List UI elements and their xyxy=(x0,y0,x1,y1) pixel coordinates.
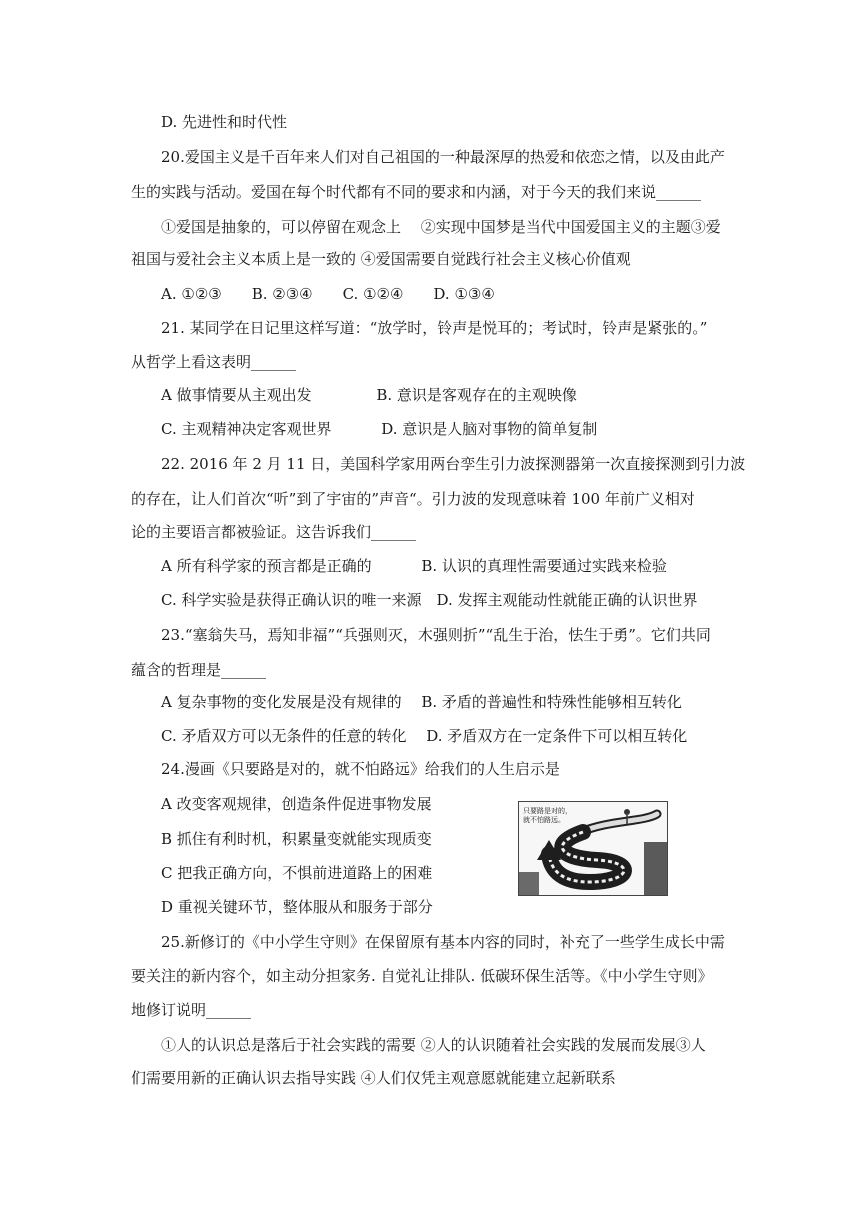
q22-stem-line2: 的存在，让人们首次“听”到了宇宙的”声音“。引力波的发现意味着 100 年前广义相对 xyxy=(131,490,695,508)
q22-stem-line1: 22. 2016 年 2 月 11 日，美国科学家用两台孪生引力波探测器第一次直接探测到引力波 xyxy=(161,455,746,473)
q23-options-cd: C. 矛盾双方可以无条件的任意的转化 D. 矛盾双方在一定条件下可以相互转化 xyxy=(161,727,688,745)
q20-stem-line1: 20.爱国主义是千百年来人们对自己祖国的一种最深厚的热爱和依恋之情，以及由此产 xyxy=(161,148,725,166)
q20-items-line1: ①爱国是抽象的，可以停留在观念上 ②实现中国梦是当代中国爱国主义的主题③爱 xyxy=(161,218,721,236)
q25-stem-line1: 25.新修订的《中小学生守则》在保留原有基本内容的同时，补充了一些学生成长中需 xyxy=(161,933,725,951)
road-cartoon-image xyxy=(518,801,668,896)
q25-items-line1: ①人的认识总是落后于社会实践的需要 ②人的认识随着社会实践的发展而发展③人 xyxy=(161,1036,706,1054)
q22-options-ab: A 所有科学家的预言都是正确的 B. 认识的真理性需要通过实践来检验 xyxy=(161,557,667,575)
q21-options-cd: C. 主观精神决定客观世界 D. 意识是人脑对事物的简单复制 xyxy=(161,420,598,438)
q24-option-d: D 重视关键环节，整体服从和服务于部分 xyxy=(161,898,433,916)
q24-option-c: C 把我正确方向，不惧前进道路上的困难 xyxy=(161,864,433,882)
q23-stem-line2: 蕴含的哲理是______ xyxy=(131,661,267,679)
q20-stem-line2: 生的实践与活动。爱国在每个时代都有不同的要求和内涵，对于今天的我们来说______ xyxy=(131,183,702,201)
q25-stem-line2: 要关注的新内容个，如主动分担家务. 自觉礼让排队. 低碳环保生活等。《中小学生守则》 xyxy=(131,967,713,985)
q24-option-a: A 改变客观规律，创造条件促进事物发展 xyxy=(161,795,432,813)
q22-options-cd: C. 科学实验是获得正确认识的唯一来源 D. 发挥主观能动性就能正确的认识世界 xyxy=(161,591,698,609)
q21-options-ab: A 做事情要从主观出发 B. 意识是客观存在的主观映像 xyxy=(161,386,577,404)
q25-items-line2: 们需要用新的正确认识去指导实践 ④人们仅凭主观意愿就能建立起新联系 xyxy=(131,1069,616,1087)
q21-stem-line1: 21. 某同学在日记里这样写道：“放学时，铃声是悦耳的；考试时，铃声是紧张的。” xyxy=(161,319,708,337)
q23-options-ab: A 复杂事物的变化发展是没有规律的 B. 矛盾的普遍性和特殊性能够相互转化 xyxy=(161,693,682,711)
winding-road-drawing xyxy=(519,802,667,895)
option-d-q19: D. 先进性和时代性 xyxy=(161,113,288,131)
cartoon-caption-line1: 只要路是对的， xyxy=(523,807,572,815)
q24-stem: 24.漫画《只要路是对的，就不怕路远》给我们的人生启示是 xyxy=(161,760,560,778)
q20-items-line2: 祖国与爱社会主义本质上是一致的 ④爱国需要自觉践行社会主义核心价值观 xyxy=(131,250,631,268)
q21-stem-line2: 从哲学上看这表明______ xyxy=(131,353,297,371)
q24-option-b: B 抓住有利时机，积累量变就能实现质变 xyxy=(161,830,432,848)
cartoon-caption-line2: 就不怕路远。 xyxy=(523,816,565,824)
q20-options: A. ①②③ B. ②③④ C. ①②④ D. ①③④ xyxy=(161,285,495,303)
q23-stem-line1: 23.“塞翁失马，焉知非福”“兵强则灭，木强则折”“乱生于治，怯生于勇”。它们共同 xyxy=(161,626,711,644)
q22-stem-line3: 论的主要语言都被验证。这告诉我们______ xyxy=(131,523,417,541)
q25-stem-line3: 地修订说明______ xyxy=(131,1001,252,1019)
